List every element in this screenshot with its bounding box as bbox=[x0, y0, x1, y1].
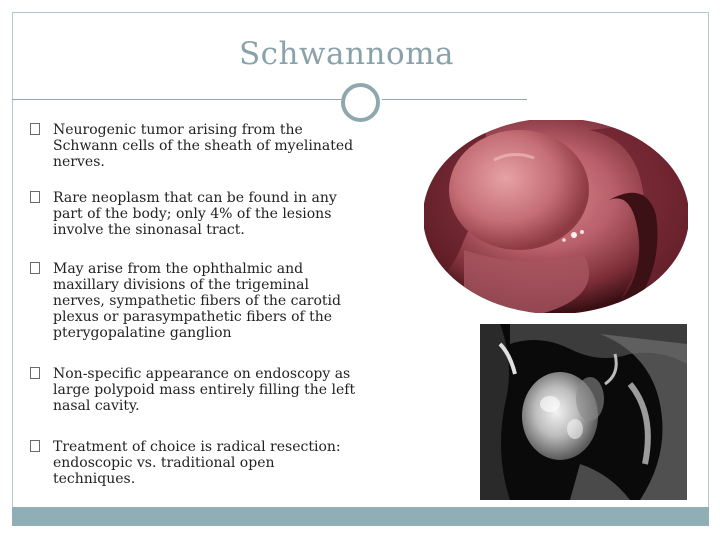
endoscopy-image bbox=[424, 120, 688, 313]
bullet-text: Non-specific appearance on endoscopy as large polypoid mass entirely filling the left nasal cavity. bbox=[53, 366, 356, 414]
bullet-list bbox=[30, 122, 360, 487]
bullet-marker-icon bbox=[30, 262, 40, 274]
bullet-text: Treatment of choice is radical resection: endoscopic vs. traditional open techniques. bbox=[53, 439, 341, 487]
title-divider-left bbox=[12, 99, 341, 100]
bullet-marker-icon bbox=[30, 123, 40, 135]
bullet-marker-icon bbox=[30, 191, 40, 203]
bullet-item bbox=[30, 122, 360, 170]
bullet-item bbox=[30, 190, 360, 238]
title-divider-right bbox=[382, 99, 527, 100]
bullet-text: Neurogenic tumor arising from the Schwann cells of the sheath of myelinated nerves. bbox=[53, 122, 354, 170]
bullet-text: Rare neoplasm that can be found in any part of the body; only 4% of the lesions involve the sinonasal tract. bbox=[53, 190, 337, 238]
bullet-item bbox=[30, 366, 360, 414]
bullet-text: May arise from the ophthalmic and maxillary divisions of the trigeminal nerves, sympathetic fibers of the carotid plexus or parasympathetic fibers of the pterygopalatine ganglion bbox=[53, 261, 341, 341]
mri-image bbox=[480, 324, 687, 500]
bullet-item bbox=[30, 439, 360, 487]
bullet-item bbox=[30, 261, 360, 341]
bullet-marker-icon bbox=[30, 367, 40, 379]
footer-bar bbox=[12, 507, 709, 526]
bullet-marker-icon bbox=[30, 440, 40, 452]
slide-title: Schwannoma bbox=[238, 36, 454, 72]
title-circle-ornament bbox=[341, 83, 380, 122]
